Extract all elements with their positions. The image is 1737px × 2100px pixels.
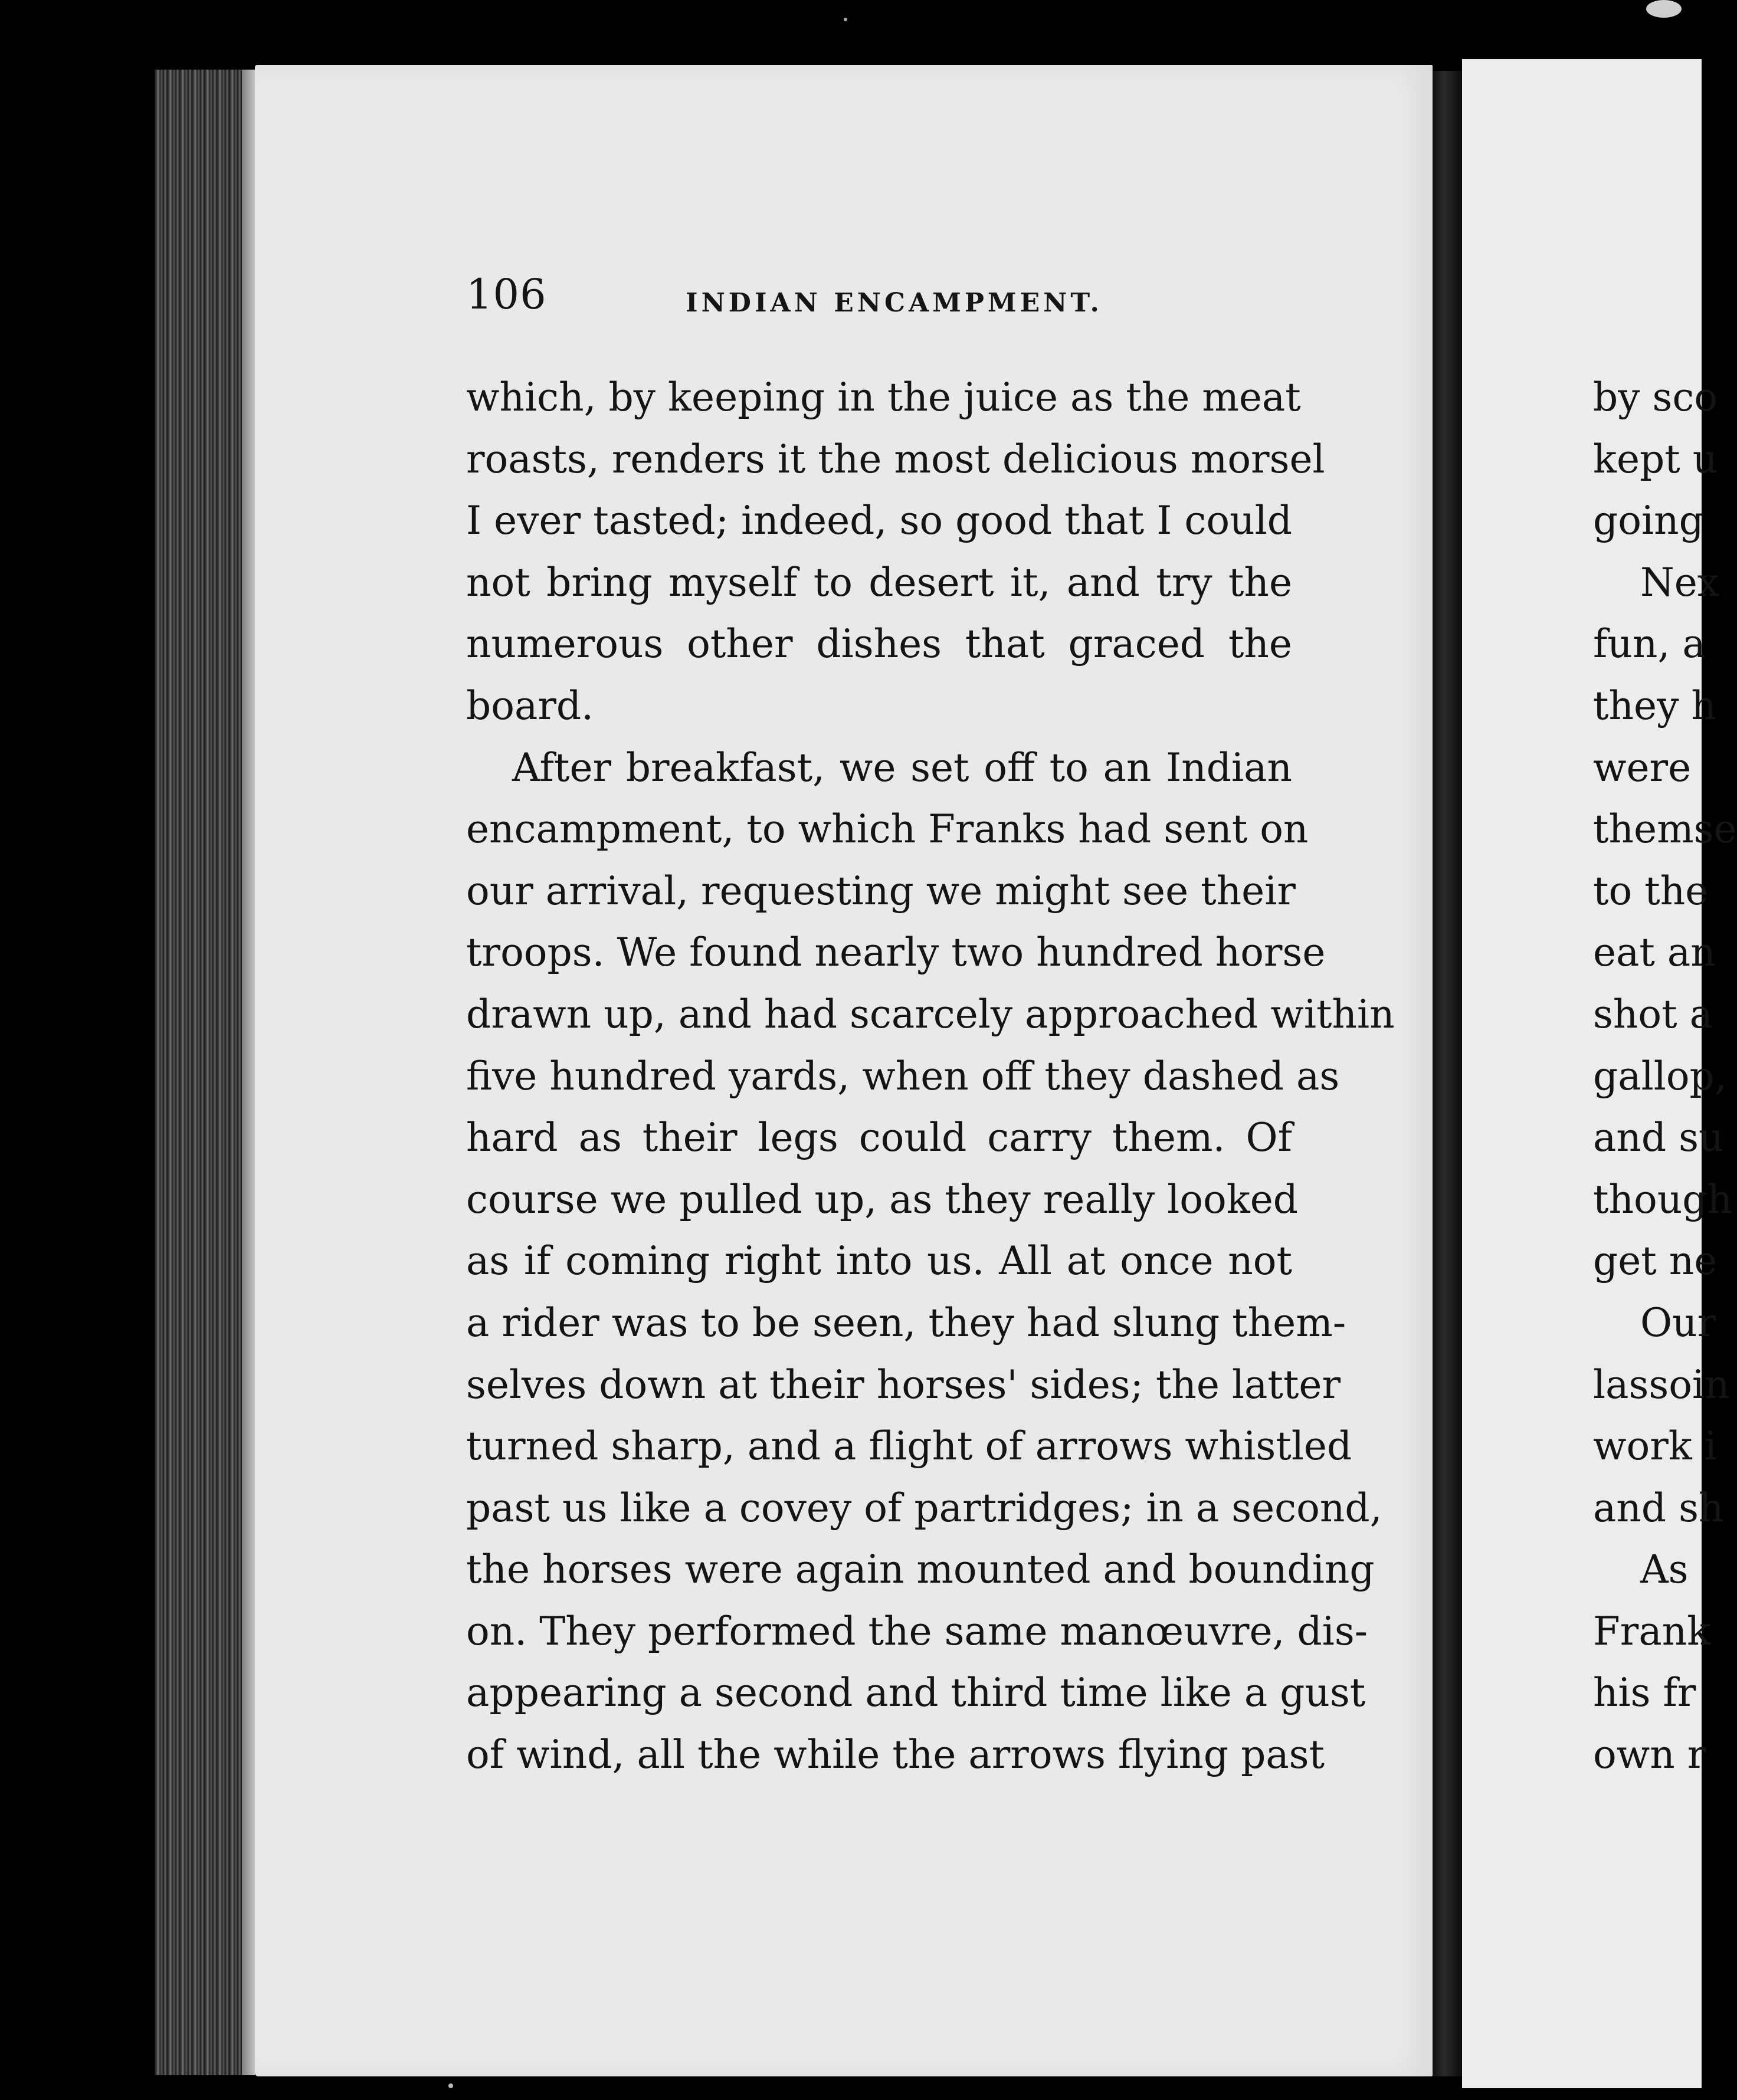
text-line: own r [1593, 1732, 1706, 1778]
text-line: selves down at their horses' sides; the latter [466, 1361, 1341, 1407]
text-line: drawn up, and had scarcely approached within [466, 991, 1395, 1037]
text-line: were [1593, 744, 1692, 790]
page-edges [155, 70, 255, 2075]
text-line: board. [466, 682, 594, 729]
left-page-text [466, 367, 1395, 1786]
text-line: work i [1593, 1423, 1717, 1469]
text-line: not bring myself to desert it, and try the [466, 559, 1292, 605]
text-line: past us like a covey of partridges; in a second, [466, 1485, 1382, 1531]
text-line: of wind, all the while the arrows flying past [466, 1732, 1325, 1778]
text-line: themse [1593, 806, 1737, 852]
text-line: though [1593, 1176, 1733, 1222]
right-page-text [1593, 367, 1737, 1786]
text-line: fun, a [1593, 621, 1706, 667]
text-line: appearing a second and third time like a gust [466, 1670, 1366, 1716]
text-line: encampment, to which Franks had sent on [466, 806, 1309, 852]
text-line: five hundred yards, when off they dashed as [466, 1053, 1340, 1099]
text-line: eat an [1593, 930, 1716, 976]
text-line: As [1640, 1547, 1689, 1593]
text-line: Nex [1640, 559, 1720, 605]
text-line: numerous other dishes that graced the [466, 621, 1292, 667]
text-line: I ever tasted; indeed, so good that I could [466, 498, 1292, 544]
text-line: and sh [1593, 1485, 1724, 1531]
text-line: our arrival, requesting we might see their [466, 868, 1296, 914]
text-line: hard as their legs could carry them. Of [466, 1115, 1292, 1161]
text-line: on. They performed the same manœuvre, dis- [466, 1608, 1368, 1654]
scan-speck [844, 18, 847, 21]
text-line: shot a [1593, 991, 1713, 1037]
text-line: as if coming right into us. All at once not [466, 1238, 1292, 1284]
text-line: a rider was to be seen, they had slung them- [466, 1300, 1346, 1346]
text-line: troops. We found nearly two hundred horse [466, 930, 1326, 976]
text-line: going [1593, 498, 1704, 544]
text-line: lassoin [1593, 1361, 1730, 1407]
text-line: roasts, renders it the most delicious morsel [466, 436, 1325, 482]
page-number: 106 [466, 270, 547, 319]
text-line: they h [1593, 682, 1716, 729]
running-head [255, 270, 1433, 323]
text-line: by sco [1593, 375, 1718, 420]
text-line: Our [1640, 1300, 1716, 1346]
scan-speck [1646, 0, 1682, 18]
text-line: kept u [1593, 436, 1718, 482]
text-line: get ne [1593, 1238, 1718, 1284]
text-line: his fr [1593, 1670, 1696, 1716]
text-line: to the [1593, 868, 1709, 914]
text-line: gallop, [1593, 1053, 1727, 1099]
text-line: Frank [1593, 1608, 1711, 1654]
text-line: After breakfast, we set off to an Indian [512, 744, 1292, 790]
book-gutter [1433, 71, 1462, 2076]
text-line: course we pulled up, as they really looked [466, 1176, 1299, 1222]
text-line: turned sharp, and a flight of arrows whistled [466, 1423, 1352, 1469]
text-line: which, by keeping in the juice as the meat [466, 375, 1301, 420]
text-line: and su [1593, 1115, 1724, 1161]
running-title: INDIAN ENCAMPMENT. [686, 288, 1103, 318]
scan-speck [448, 2083, 453, 2088]
text-line: the horses were again mounted and bounding [466, 1547, 1375, 1593]
